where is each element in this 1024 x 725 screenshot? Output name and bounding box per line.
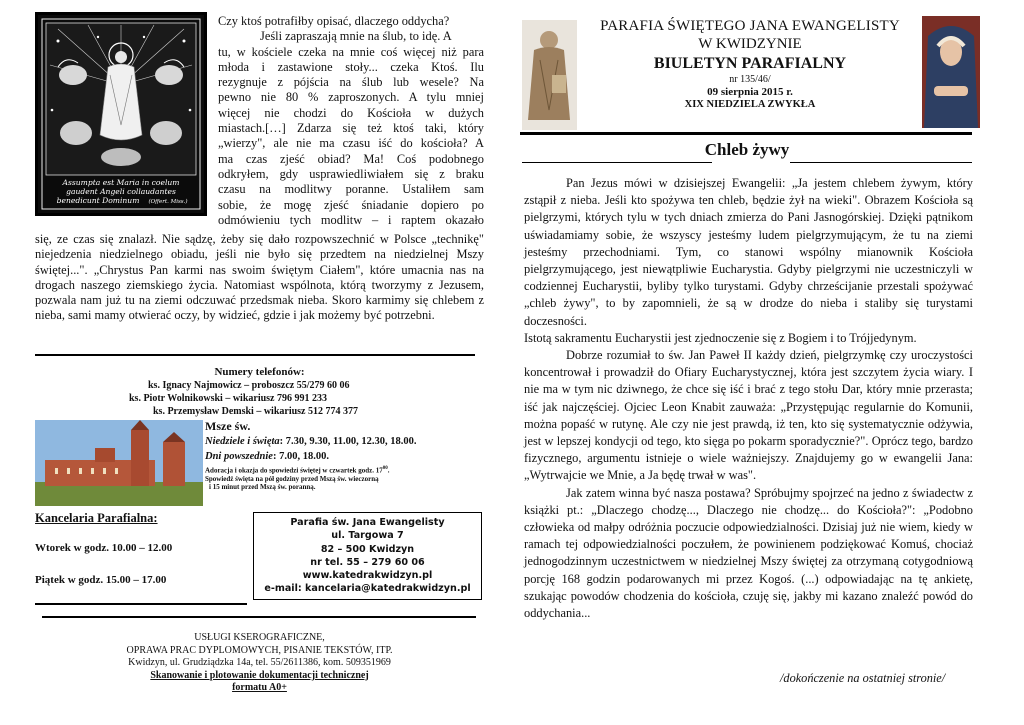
title-divider — [790, 162, 972, 163]
text-line: rezygnuje z pójścia na ślub lub wesele? Na — [218, 75, 484, 90]
issue-number: nr 135/46/ — [729, 74, 771, 85]
castle-photo — [35, 420, 203, 506]
confession-note: Spowiedź święta na pół godziny przed Mszą św. wieczorną — [205, 474, 379, 483]
saint-john-statue-image — [522, 20, 577, 130]
engraving-caption-1: Assumpta est Maria in coelum — [62, 178, 180, 187]
weekday-label: Dni powszednie — [205, 451, 273, 462]
parish-contact-box — [253, 512, 482, 600]
mass-schedule — [205, 420, 485, 492]
sunday-times: : 7.30, 9.30, 11.00, 12.30, 18.00. — [279, 436, 417, 447]
text-line: tu, w kościele czeka na mnie coś więcej niż para — [218, 44, 484, 59]
phone-line: ks. Ignacy Najmowicz – proboszcz 55/279 60 06 — [148, 380, 350, 391]
engraving-art — [38, 15, 204, 213]
text-line: Jeśli zapraszają mnie na ślub, to idę. A — [260, 29, 452, 44]
services-ad — [35, 632, 484, 695]
text-line: ma czas zjeść obiad? Ma! Coś podobnego — [218, 151, 484, 166]
text-line: Czy ktoś potrafiłby opisać, dlaczego oddycha? — [218, 14, 450, 28]
services-line: Skanowanie i plotowanie dokumentacji technicznej — [150, 669, 369, 681]
text-line: „wierzy", ale nie ma czasu iść do kościoła? A — [218, 136, 484, 151]
liturgical-day: XIX NIEDZIELA ZWYKŁA — [684, 99, 816, 110]
parish-website[interactable]: www.katedrakwidzyn.pl — [302, 570, 433, 582]
madonna-painting-image — [922, 16, 980, 128]
left-intro-text — [218, 14, 484, 228]
parish-phone: nr tel. 55 – 279 60 06 — [310, 556, 425, 568]
title-divider — [522, 162, 712, 163]
parish-title: PARAFIA ŚWIĘTEGO JANA EWANGELISTY — [600, 18, 900, 34]
services-line: USŁUGI KSEROGRAFICZNE, — [194, 632, 325, 643]
text-line: więcej nie chodzi do Kościoła w dużych — [218, 105, 484, 120]
phones-title: Numery telefonów: — [214, 366, 305, 378]
services-line: formatu A0+ — [232, 682, 287, 694]
parish-location: W KWIDZYNIE — [698, 36, 802, 52]
office-title: Kancelaria Parafialna: — [35, 511, 158, 525]
assumption-engraving — [35, 12, 207, 216]
header-divider — [520, 132, 972, 135]
issue-date: 09 sierpnia 2015 r. — [707, 86, 793, 98]
masses-title: Msze św. — [205, 419, 251, 433]
text-line: miastach.[…] Zdarza się też ktoś taki, który — [218, 121, 484, 136]
text-line: odmówieniu tych modlitw – i raptem okazało — [218, 212, 484, 227]
left-continued-text: się, ze czas się znalazł. Nie sądzę, żeby się dało rozpowszechnić w Polsce „technikę" niejedzenia niedzielnego obiadu, jeśli nie było się przedtem na niedzielnej Mszy świętej...". „Chrystus Pan karmi nas swoim świętym Ciałem", które umacnia nas na drogach naszego ziemskiego życia. Natomiast wspólnota, którą tworzymy z Jezusem, pozwala nam już tu na ziemi odczuwać przedsmak nieba. Skoro karmimy się chlebem z nieba, sami mamy otwierać oczy, by widzieć, gdzie i jak możemy być potrzebni. — [35, 232, 484, 323]
article-paragraph: Pan Jezus mówi w dzisiejszej Ewangelii: „Ja jestem chlebem żywym, który zstąpił z nieba. Jeśli kto spożywa ten chleb, będzie żył na wieki". Obrazem Kościoła są pielgrzymi, których tylu w tych dniach zmierza do Pani Jasnogórskiej. Dzięki pątnikom uświadamiamy sobie, że wszyscy jesteśmy ludem pielgrzymującym, że tu na ziemi jesteśmy przechodniami. Tym, co stanowi wspólny mianownik Kościoła pielgrzymującego, jest niewątpliwie Eucharystia. Gdyby pielgrzymi nie uczestniczyli w codziennej Eucharystii, byliby tylko turystami. Gdyby chrześcijanie przestali spożywać „chleb żywy", to by zapomnieli, że są w drodze do nieba i staliby się turystami doczesności. — [524, 176, 973, 328]
confession-note-2: i 15 minut przed Mszą św. poranną. — [209, 483, 316, 492]
text-line: odkryłem, gdy usprawiedliwiałem się z braku — [218, 166, 484, 181]
divider — [35, 603, 247, 605]
engraving-caption-sign: (Offert. Miss.) — [148, 199, 188, 205]
article-paragraph: Istotą sakramentu Eucharystii jest zjednoczenie się z Bogiem i to Trójjedynym. — [524, 330, 917, 345]
engraving-caption-3: benedicunt Dominum — [56, 196, 140, 205]
text-line: czasu na modlitwy poranne. Ustaliłem sam — [218, 182, 484, 197]
article-paragraph: Jak zatem winna być nasza postawa? Spróbujmy spojrzeć na jedno z świadectw z książki pt.: „Dlaczego chodzę..., Dlaczego nie chodzę... do Kościoła?": „Podobno człowieka od małpy odróżnia poczucie odpowiedzialności. Dzisiaj już nie wiem, kiedy w ramach tej odpowiedzialności poczułem, że powinienem podziękować Komuś, chociaż jednogodzinnym uczestnictwem w niedzielnej Mszy świętej za otrzymaną cotygodniową porcję 168 godzin podarowanych mi przez Kogoś. (...) odpowiadając na tę ankietę, szukając powodów chodzenia do kościoła, czuję się, jakby mi kazano znaleźć powód do oddychania... — [524, 485, 973, 621]
text-line: sobie, że mogę zjeść śniadanie dopiero po — [218, 197, 484, 212]
parish-street: ul. Targowa 7 — [331, 530, 404, 542]
sunday-label: Niedziele i święta — [205, 436, 280, 447]
office-hours-friday: Piątek w godz. 15.00 – 17.00 — [35, 574, 167, 586]
phone-line: ks. Przemysław Demski – wikariusz 512 774 377 — [153, 406, 358, 417]
parish-name: Parafia św. Jana Ewangelisty — [290, 517, 445, 528]
adoration-note: Adoracja i okazja do spowiedzi świętej w czwartek godz. 17 — [205, 466, 383, 475]
engraving-caption-2: gaudent Angeli collaudantes — [66, 187, 176, 196]
article-body — [524, 175, 973, 622]
article-paragraph: Dobrze rozumiał to św. Jan Paweł II każdy dzień, pielgrzymkę czy uroczystości koncentrował i prowadził do Ofiary Eucharystycznej, która jest szczytem życia wiary. I nie ma w tym nic dziwnego, że chce się iść i brać z tego stołu Dar, który mnie przerasta; iść jak najczęściej. Ojciec Leon Knabit zauważa: „Przystępując regularnie do Komunii, można popaść w rutynę. Ale czy nie jest prawdą, iż ten, kto się systematycznie odżywia, jest w lepszej kondycji od tego, kto sięga po pokarm sporadycznie?". Oprócz tego, bardzo fizycznego, argumentu istnieje o wiele ważniejszy. Znajdujemy go w ewangelii Jana: „Wytrwajcie we Mnie, a Ja będę trwał w was". — [524, 348, 973, 483]
parish-email[interactable]: e-mail: kancelaria@katedrakwidzyn.pl — [264, 583, 471, 595]
weekday-times: : 7.00, 18.00. — [272, 451, 329, 462]
continued-note: /dokończenie na ostatniej stronie/ — [780, 671, 946, 685]
office-hours-tuesday: Wtorek w godz. 10.00 – 12.00 — [35, 542, 173, 554]
parish-city: 82 – 500 Kwidzyn — [320, 543, 415, 555]
text-line: młoda i zastawione stoły... czeka Ktoś. Ilu — [218, 59, 484, 74]
text-line: pewno nie 80 % zaproszonych. A tylu mniej — [218, 90, 484, 105]
article-title: Chleb żywy — [704, 140, 790, 159]
adoration-note-sup: 00 — [382, 466, 388, 471]
bulletin-title: BIULETYN PARAFIALNY — [653, 55, 847, 72]
divider — [35, 354, 475, 356]
bulletin-header — [580, 18, 920, 110]
adoration-note-end: . — [387, 466, 390, 475]
services-line: Kwidzyn, ul. Grudziądzka 14a, tel. 55/2611386, kom. 509351969 — [128, 657, 391, 669]
services-line: OPRAWA PRAC DYPLOMOWYCH, PISANIE TEKSTÓW, ITP. — [126, 644, 393, 656]
phone-line: ks. Piotr Wolnikowski – wikariusz 796 991 233 — [129, 393, 327, 404]
divider — [42, 616, 476, 618]
